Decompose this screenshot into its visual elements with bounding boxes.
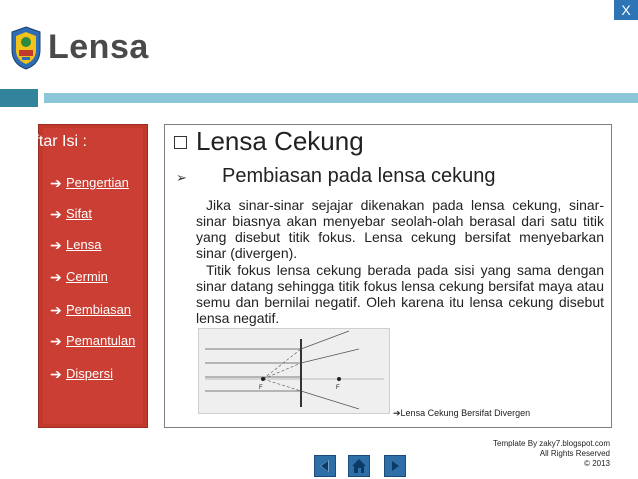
- paragraph-2: Titik fokus lensa cekung berada pada sisi yang sama dengan sinar datang sehingga titik fokus lensa cekung bersifat maya atau semu dan bernilai negatif. Oleh karena itu lensa cekung disebut lensa negatif.: [196, 262, 604, 326]
- content-subheading: Pembiasan pada lensa cekung: [222, 165, 496, 187]
- caption-text: Lensa Cekung Bersifat Divergen: [400, 408, 531, 418]
- close-button[interactable]: X: [614, 0, 638, 20]
- concave-lens-diagram: [198, 328, 390, 414]
- arrow-right-icon: ➔: [50, 237, 62, 253]
- header-bar: [44, 93, 638, 103]
- slide-title: Lensa: [48, 28, 149, 66]
- next-button[interactable]: [384, 455, 406, 477]
- footer-credits: [493, 439, 610, 469]
- credits-line-1: Template By zaky7.blogspot.com: [493, 439, 610, 448]
- home-button[interactable]: [348, 455, 370, 477]
- diagram-caption: [393, 408, 530, 419]
- header-bar-accent: [0, 89, 38, 107]
- home-icon: [349, 456, 369, 476]
- paragraph-1: Jika sinar-sinar sejajar dikenakan pada lensa cekung, sinar-sinar biasnya akan menyebar seolah-olah berasal dari satu titik yang disebut titik fokus. Lensa cekung bersifat menyebarkan sinar (divergen).: [196, 197, 604, 261]
- sidebar-item-label[interactable]: Sifat: [66, 206, 93, 221]
- arrow-right-icon: ➔: [50, 333, 62, 349]
- square-bullet-icon: [174, 136, 187, 149]
- sidebar-item-label[interactable]: Pembiasan: [66, 302, 132, 317]
- sidebar-title: Daftar Isi :: [14, 133, 87, 150]
- header-divider: [44, 103, 638, 106]
- arrow-right-icon: ➔: [50, 175, 62, 191]
- sidebar-item-label[interactable]: Lensa: [66, 237, 102, 252]
- sidebar-item-label[interactable]: Pengertian: [66, 175, 129, 190]
- arrow-right-icon: ➔: [393, 408, 401, 418]
- sidebar-item-label[interactable]: Cermin: [66, 269, 108, 284]
- prev-arrow-icon: [315, 456, 335, 476]
- prev-button[interactable]: [314, 455, 336, 477]
- sidebar-item-label[interactable]: Dispersi: [66, 366, 113, 381]
- next-arrow-icon: [385, 456, 405, 476]
- sidebar-item-label[interactable]: Pemantulan: [66, 333, 136, 348]
- credits-line-3: © 2013: [584, 459, 610, 468]
- arrow-right-icon: ➔: [50, 269, 62, 285]
- diagram-focus-label-left: F: [259, 385, 263, 391]
- arrow-right-icon: ➔: [50, 206, 62, 222]
- arrowhead-bullet-icon: ➢: [176, 170, 187, 185]
- arrow-right-icon: ➔: [50, 302, 62, 318]
- logo-icon: [10, 26, 42, 70]
- diagram-focus-label-right: F: [336, 385, 340, 391]
- content-heading: Lensa Cekung: [196, 126, 364, 156]
- credits-line-2: All Rights Reserved: [539, 449, 610, 458]
- arrow-right-icon: ➔: [50, 366, 62, 382]
